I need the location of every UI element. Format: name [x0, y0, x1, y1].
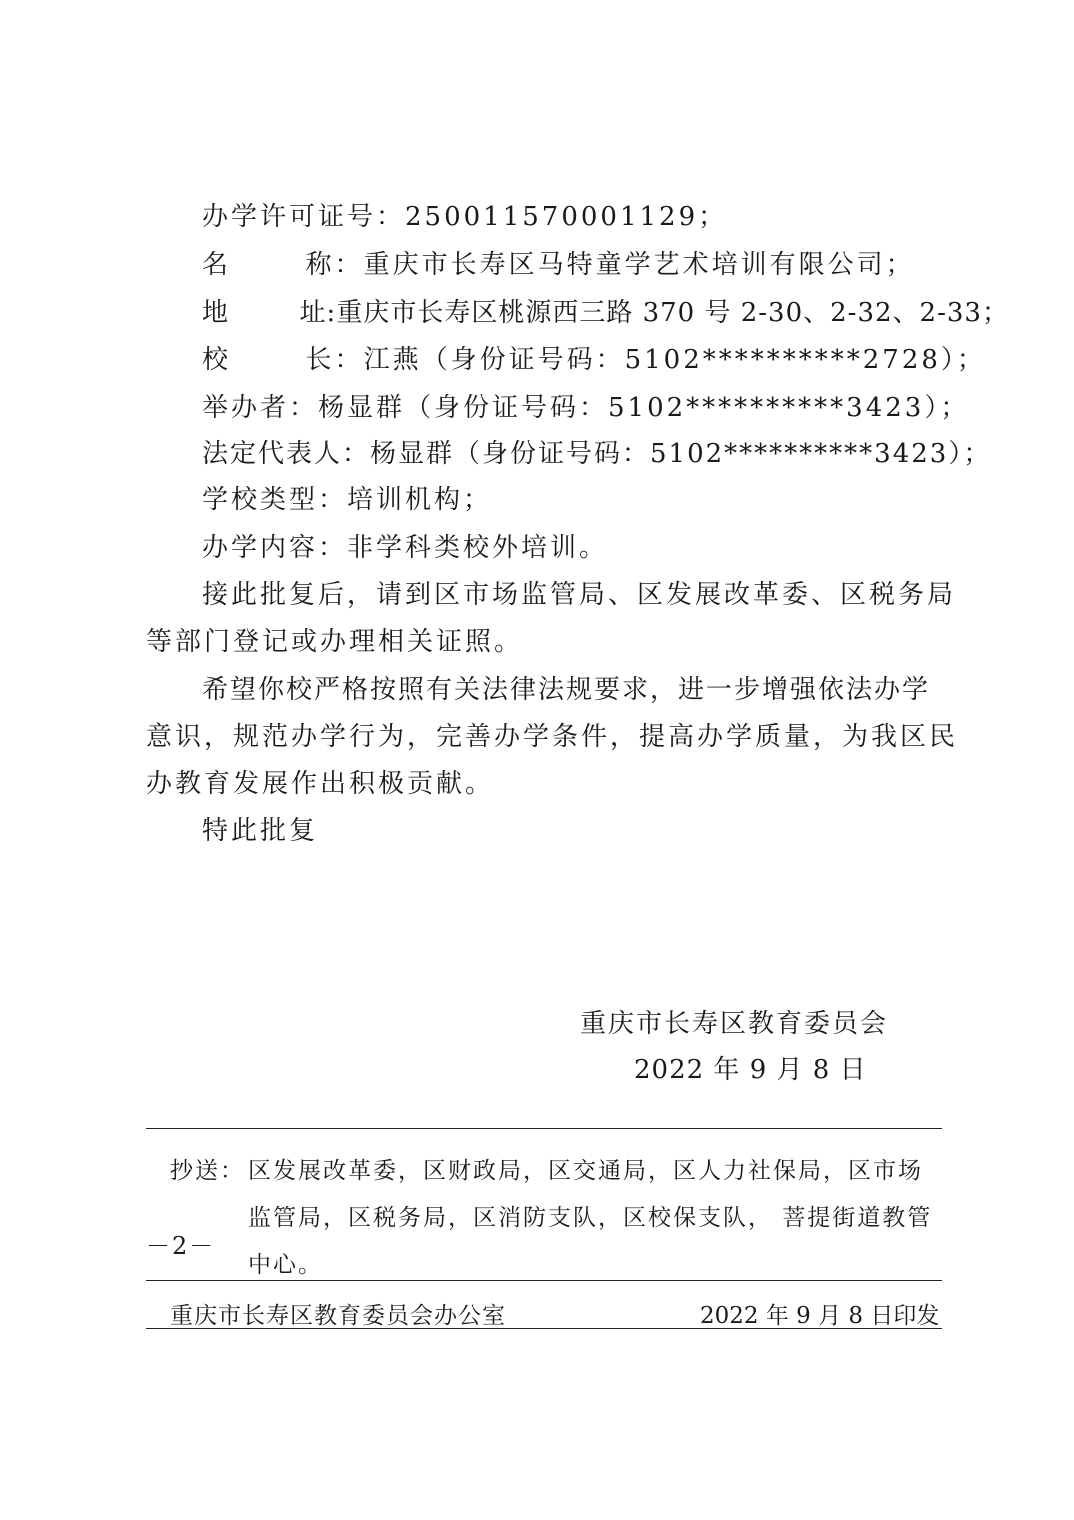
name-value: 重庆市长寿区马特童学艺术培训有限公司； [363, 250, 915, 280]
paragraph-1-line-2: 等部门登记或办理相关证照。 [146, 627, 524, 657]
content-line: 办学内容：非学科类校外培训。 [202, 533, 609, 563]
legal-representative-line: 法定代表人：杨显群（身份证号码：5102**********3423）； [202, 439, 992, 469]
school-type-line: 学校类型：培训机构； [202, 485, 493, 515]
cc-line-1: 区发展改革委，区财政局，区交通局，区人力社保局，区市场 [248, 1158, 923, 1184]
footer-issuer: 重庆市长寿区教育委员会办公室 [170, 1303, 506, 1329]
paragraph-1-line-1: 接此批复后，请到区市场监管局、区发展改革委、区税务局 [202, 580, 957, 610]
address-label: 地 [202, 298, 230, 328]
paragraph-2-line-2: 意识，规范办学行为，完善办学条件，提高办学质量，为我区民 [146, 722, 959, 752]
principal-line [202, 347, 986, 373]
cc-line-2: 监管局，区税务局，区消防支队，区校保支队， 菩提街道教管 [248, 1205, 933, 1231]
address-label-suffix: 址: [299, 298, 337, 328]
principal-label: 校 [202, 345, 232, 375]
address-line [202, 300, 1009, 326]
name-label-suffix: 称： [305, 250, 364, 280]
cc-label: 抄送： [170, 1158, 245, 1184]
address-value: 重庆市长寿区桃源西三路 370 号 2-30、2-32、2-33； [336, 298, 1009, 328]
paragraph-2-line-3: 办教育发展作出积极贡献。 [146, 769, 495, 799]
footer-bottom-rule [146, 1328, 942, 1329]
page-number: －2－ [146, 1232, 216, 1260]
license-number-line: 办学许可证号：250011570001129； [202, 202, 728, 232]
closing-line: 特此批复 [202, 816, 319, 846]
footer-issue-date: 2022 年 9 月 8 日印发 [700, 1303, 940, 1329]
name-line [202, 252, 915, 278]
paragraph-2-line-1: 希望你校严格按照有关法律法规要求，进一步增强依法办学 [202, 675, 931, 705]
principal-value: 江燕（身份证号码：5102**********2728）； [363, 345, 986, 375]
cc-line-3: 中心。 [248, 1252, 323, 1278]
footer-top-rule [146, 1280, 942, 1281]
signature-date: 2022 年 9 月 8 日 [634, 1055, 867, 1085]
principal-label-suffix: 长： [305, 345, 364, 375]
signature-organization: 重庆市长寿区教育委员会 [580, 1009, 889, 1039]
organizer-line: 举办者：杨显群（身份证号码：5102**********3423）； [202, 393, 970, 423]
name-label: 名 [202, 250, 232, 280]
cc-top-rule [146, 1128, 942, 1129]
